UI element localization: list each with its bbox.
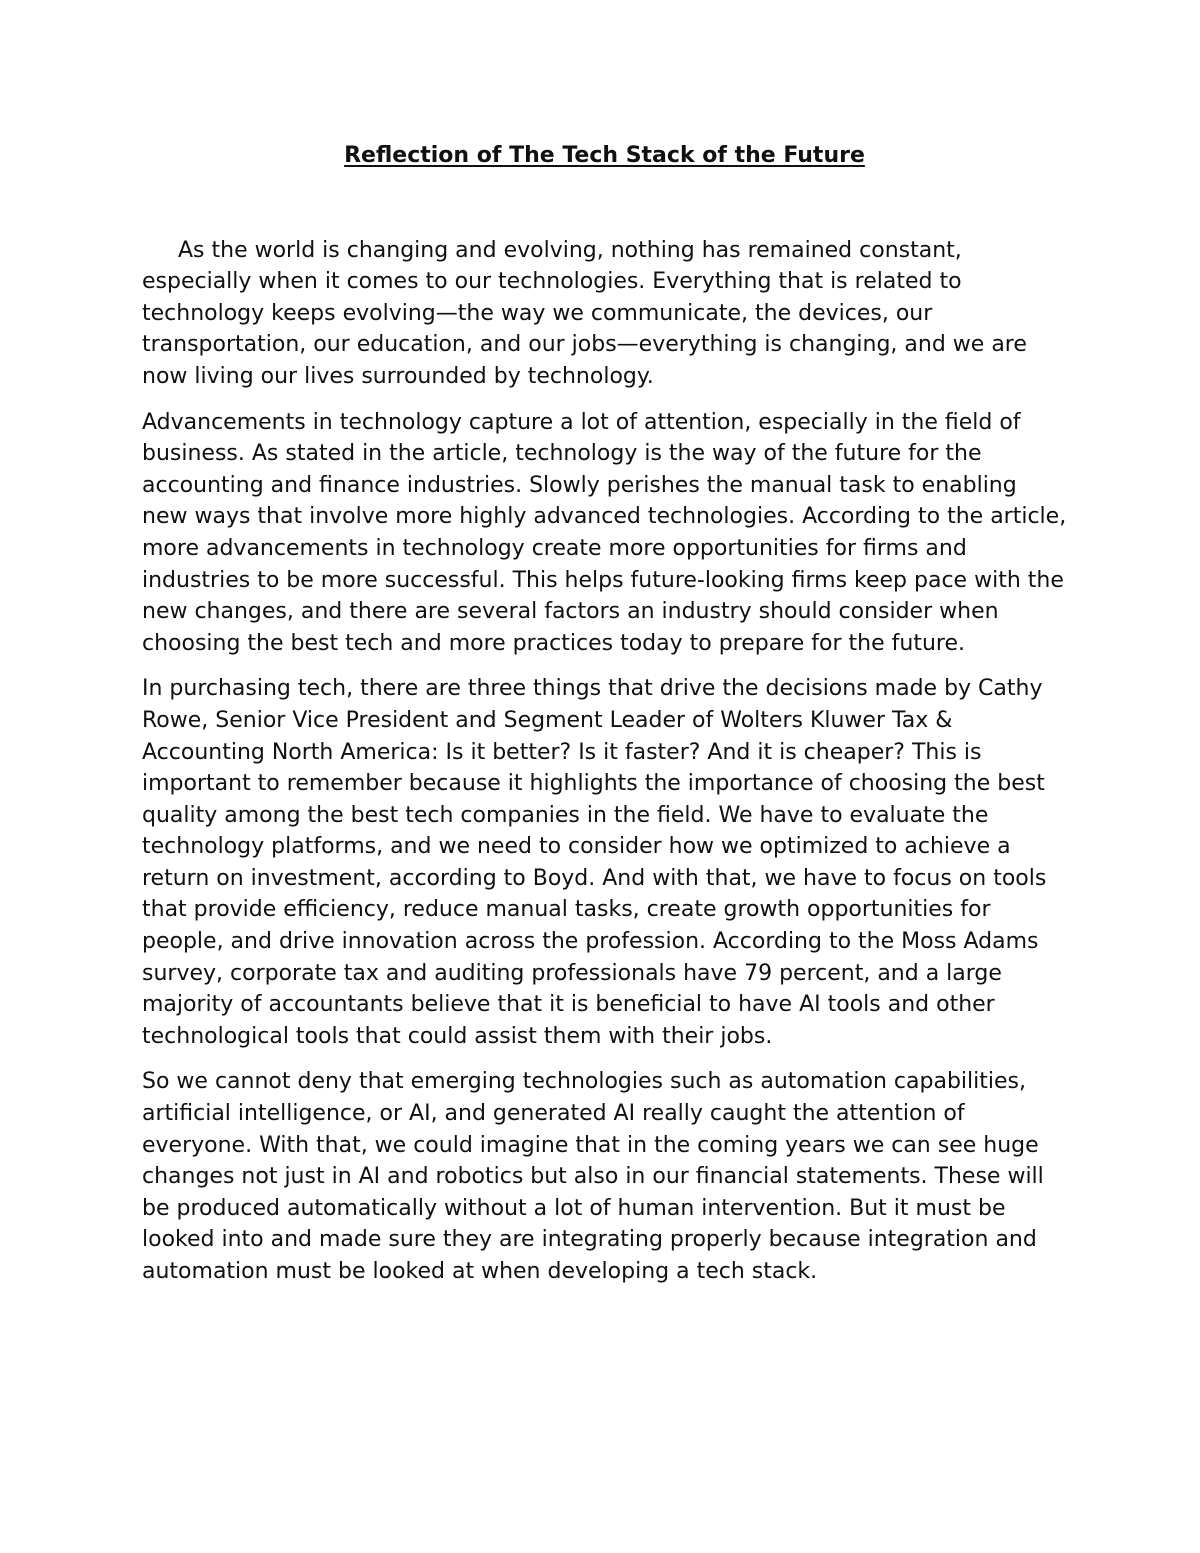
document-body xyxy=(142,140,1067,1302)
paragraph-1: As the world is changing and evolving, nothing has remained constant, especially when it comes to our technologies. Everything that is related to technology keeps evolving—the way we communicate, the devices, our transportation, our education, and our jobs—everything is changing, and we are now living our lives surrounded by technology. xyxy=(142,237,1027,389)
paragraph-4: So we cannot deny that emerging technologies such as automation capabilities, artificial intelligence, or AI, and generated AI really caught the attention of everyone. With that, we could imagine that in the coming years we can see huge changes not just in AI and robotics but also in our financial statements. These will be produced automatically without a lot of human intervention. But it must be looked into and made sure they are integrating properly because integration and automation must be looked at when developing a tech stack. xyxy=(142,1069,1044,1284)
paragraph-2: Advancements in technology capture a lot of attention, especially in the field of business. As stated in the article, technology is the way of the future for the accounting and finance industries. Slowly perishes the manual task to enabling new ways that involve more highly advanced technologies. According to the article, more advancements in technology create more opportunities for firms and industries to be more successful. This helps future-looking firms keep pace with the new changes, and there are several factors an industry should consider when choosing the best tech and more practices today to prepare for the future. xyxy=(142,409,1067,656)
document-title: Reflection of The Tech Stack of the Future xyxy=(344,143,865,168)
paragraph-3: In purchasing tech, there are three things that drive the decisions made by Cathy Rowe, Senior Vice President and Segment Leader of Wolters Kluwer Tax & Accounting North America: Is it better? Is it faster? And it is cheaper? This is important to remember because it highlights the importance of choosing the best quality among the best tech companies in the field. We have to evaluate the technology platforms, and we need to consider how we optimized to achieve a return on investment, according to Boyd. And with that, we have to focus on tools that provide efficiency, reduce manual tasks, create growth opportunities for people, and drive innovation across the profession. According to the Moss Adams survey, corporate tax and auditing professionals have 79 percent, and a large majority of accountants believe that it is beneficial to have AI tools and other technological tools that could assist them with their jobs. xyxy=(142,676,1047,1049)
